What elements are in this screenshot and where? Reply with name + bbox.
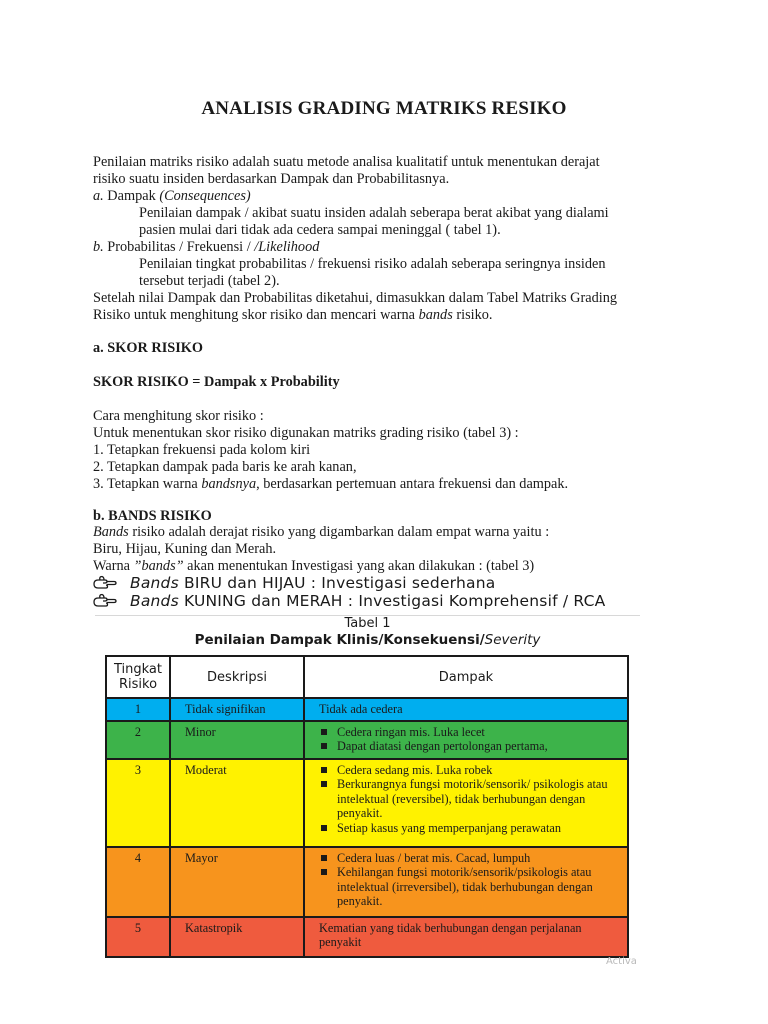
- row-impact: [304, 721, 628, 759]
- item-a-heading: [93, 188, 251, 205]
- item-a-label: Dampak: [103, 188, 160, 204]
- band-bullet-1-italic: Bands: [130, 574, 179, 592]
- hand-pointing-icon: [93, 575, 117, 590]
- row-level: 2: [106, 721, 170, 759]
- bands-warna: [93, 558, 534, 575]
- row-level: 5: [106, 917, 170, 957]
- step-3: [93, 476, 568, 493]
- hand-pointing-icon: [93, 593, 117, 608]
- impact-bullet: Cedera luas / berat mis. Cacad, lumpuh: [319, 851, 623, 866]
- table-row: [106, 759, 628, 847]
- impact-bullet: Kehilangan fungsi motorik/sensorik/psikologis atau intelektual (irreversibel), tidak berhubungan dengan penyakit.: [319, 865, 623, 909]
- bands-definition: [93, 524, 549, 541]
- header-impact: Dampak: [304, 656, 628, 698]
- impact-bullet: Dapat diatasi dengan pertolongan pertama,: [319, 739, 623, 754]
- impact-bullet: Cedera sedang mis. Luka robek: [319, 763, 623, 778]
- row-description: Katastropik: [170, 917, 304, 957]
- bands-def-italic: Bands: [93, 524, 129, 540]
- risk-score-formula: SKOR RISIKO = Dampak x Probability: [93, 374, 340, 390]
- impact-bullet: Cedera ringan mis. Luka lecet: [319, 725, 623, 740]
- impact-bullet: Setiap kasus yang memperpanjang perawatan: [319, 821, 623, 836]
- band-bullet-1-text: BIRU dan HIJAU : Investigasi sederhana: [178, 574, 496, 592]
- bands-colors: Biru, Hijau, Kuning dan Merah.: [93, 541, 277, 557]
- row-level: 4: [106, 847, 170, 917]
- row-description: Mayor: [170, 847, 304, 917]
- table-row: [106, 721, 628, 759]
- row-level: 3: [106, 759, 170, 847]
- table-subtitle: [95, 632, 640, 648]
- after-values-italic: bands: [418, 307, 453, 323]
- table-caption: Tabel 1: [344, 616, 391, 631]
- item-b-heading: [93, 239, 319, 256]
- item-a-text-1: Penilaian dampak / akibat suatu insiden adalah seberapa berat akibat yang dialami: [139, 205, 609, 221]
- band-bullet-2: [93, 592, 605, 610]
- header-description: Deskripsi: [170, 656, 304, 698]
- table-row: [106, 917, 628, 957]
- step-2: 2. Tetapkan dampak pada baris ke arah kanan,: [93, 459, 357, 475]
- row-description: Tidak signifikan: [170, 698, 304, 721]
- item-b-label: Probabilitas / Frekuensi /: [103, 239, 255, 255]
- bands-def-text: risiko adalah derajat risiko yang digambarkan dalam empat warna yaitu :: [128, 524, 550, 540]
- table-row: [106, 847, 628, 917]
- bands-warna-italic: ”bands”: [133, 558, 184, 574]
- page-title: ANALISIS GRADING MATRIKS RESIKO: [201, 98, 567, 119]
- item-b-marker: b.: [93, 239, 104, 255]
- item-a-text-2: pasien mulai dari tidak ada cedera sampai meninggal ( tabel 1).: [139, 222, 501, 238]
- intro-line-1: Penilaian matriks risiko adalah suatu metode analisa kualitatif untuk menentukan derajat: [93, 154, 600, 170]
- header-level: Tingkat Risiko: [106, 656, 170, 698]
- intro-line-2: risiko suatu insiden berdasarkan Dampak dan Probabilitasnya.: [93, 171, 450, 187]
- table-subtitle-text: Penilaian Dampak Klinis/Konsekuensi/: [194, 632, 485, 648]
- after-values-line-2: [93, 307, 493, 324]
- band-bullet-2-text: KUNING dan MERAH : Investigasi Komprehensif / RCA: [178, 592, 606, 610]
- row-description: Moderat: [170, 759, 304, 847]
- row-impact: Kematian yang tidak berhubungan dengan perjalanan penyakit: [304, 917, 628, 957]
- table-header-row: [106, 656, 628, 698]
- item-b-text-1: Penilaian tingkat probabilitas / frekuensi risiko adalah seberapa seringnya insiden: [139, 256, 606, 272]
- calc-intro: Cara menghitung skor risiko :: [93, 408, 264, 424]
- row-impact: [304, 759, 628, 847]
- band-bullet-2-italic: Bands: [130, 592, 179, 610]
- impact-table: [105, 655, 629, 958]
- after-values-text: Risiko untuk menghitung skor risiko dan mencari warna: [93, 307, 419, 323]
- step-3-tail: , berdasarkan pertemuan antara frekuensi dan dampak.: [256, 476, 569, 492]
- step-3-italic: bandsnya: [201, 476, 257, 492]
- bands-warna-tail: akan menentukan Investigasi yang akan dilakukan : (tabel 3): [183, 558, 535, 574]
- after-values-tail: risiko.: [452, 307, 493, 323]
- item-b-text-2: tersebut terjadi (tabel 2).: [139, 273, 280, 289]
- item-a-marker: a.: [93, 188, 104, 204]
- row-impact: Tidak ada cedera: [304, 698, 628, 721]
- table-subtitle-italic: Severity: [484, 632, 541, 648]
- step-1: 1. Tetapkan frekuensi pada kolom kiri: [93, 442, 311, 458]
- impact-bullet: Berkurangnya fungsi motorik/sensorik/ psikologis atau intelektual (reversibel), tidak berhubungan dengan penyakit.: [319, 777, 623, 821]
- section-a-heading: a. SKOR RISIKO: [93, 340, 204, 356]
- row-description: Minor: [170, 721, 304, 759]
- row-impact: [304, 847, 628, 917]
- table-row: [106, 698, 628, 721]
- section-b-heading: b. BANDS RISIKO: [93, 508, 212, 524]
- row-level: 1: [106, 698, 170, 721]
- after-values-line-1: Setelah nilai Dampak dan Probabilitas diketahui, dimasukkan dalam Tabel Matriks Grading: [93, 290, 618, 306]
- calc-use: Untuk menentukan skor risiko digunakan matriks grading risiko (tabel 3) :: [93, 425, 519, 441]
- band-bullet-1: [93, 574, 495, 592]
- watermark: Activa: [606, 956, 637, 967]
- bands-warna-text: Warna: [93, 558, 134, 574]
- item-a-label-italic: (Consequences): [159, 188, 251, 204]
- step-3-text: 3. Tetapkan warna: [93, 476, 202, 492]
- item-b-label-italic: /Likelihood: [254, 239, 320, 255]
